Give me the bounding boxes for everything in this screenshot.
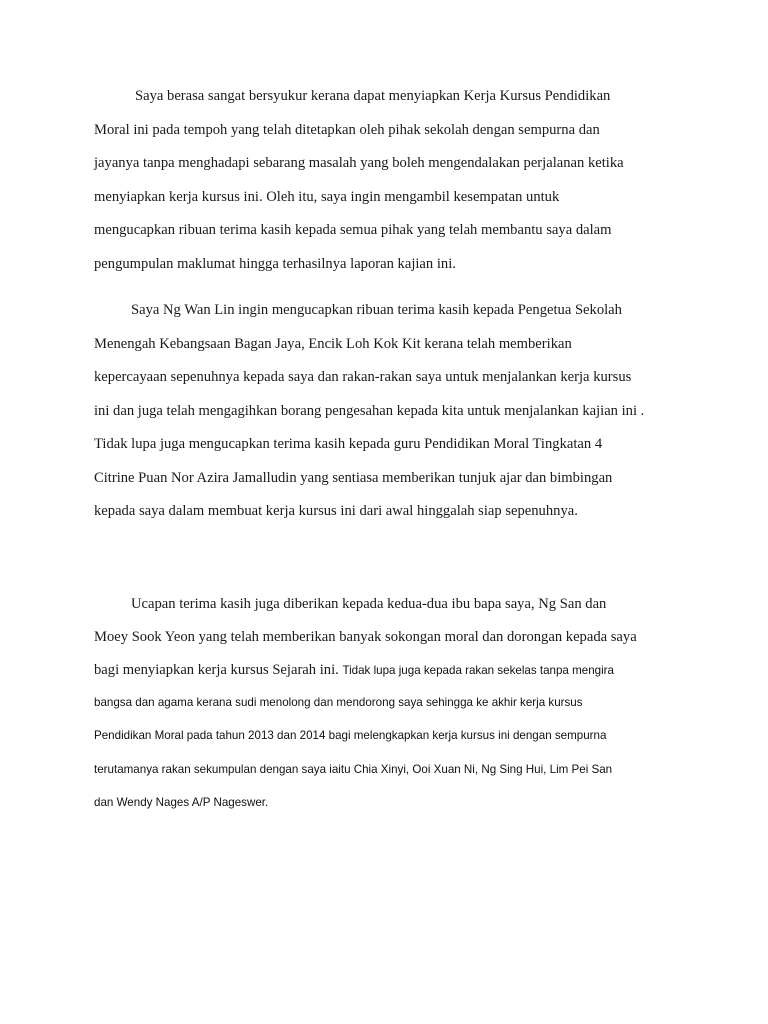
paragraph-1-line-1: Saya berasa sangat bersyukur kerana dapat menyiapkan Kerja Kursus Pendidikan	[135, 88, 611, 104]
paragraph-2-line-6: Citrine Puan Nor Azira Jamalludin yang sentiasa memberikan tunjuk ajar dan bimbingan	[94, 470, 613, 486]
paragraph-3-line-7: dan Wendy Nages A/P Nageswer.	[94, 796, 269, 809]
paragraph-3-line-3	[94, 661, 614, 680]
paragraph-1-line-5: mengucapkan ribuan terima kasih kepada semua pihak yang telah membantu saya dalam	[94, 222, 612, 238]
paragraph-2-line-5: Tidak lupa juga mengucapkan terima kasih kepada guru Pendidikan Moral Tingkatan 4	[94, 436, 603, 452]
paragraph-3-line-4: bangsa dan agama kerana sudi menolong dan mendorong saya sehingga ke akhir kerja kursus	[94, 696, 583, 709]
paragraph-3-line-3-sans: Tidak lupa juga kepada rakan sekelas tanpa mengira	[342, 664, 614, 677]
paragraph-2-line-3: kepercayaan sepenuhnya kepada saya dan rakan-rakan saya untuk menjalankan kerja kursus	[94, 369, 632, 385]
paragraph-1-line-2: Moral ini pada tempoh yang telah ditetapkan oleh pihak sekolah dengan sempurna dan	[94, 122, 600, 138]
paragraph-3-line-6: terutamanya rakan sekumpulan dengan saya iaitu Chia Xinyi, Ooi Xuan Ni, Ng Sing Hui, Lim Pei San	[94, 763, 613, 776]
paragraph-2-line-2: Menengah Kebangsaan Bagan Jaya, Encik Loh Kok Kit kerana telah memberikan	[94, 336, 572, 352]
paragraph-3-line-1: Ucapan terima kasih juga diberikan kepada kedua-dua ibu bapa saya, Ng San dan	[131, 596, 607, 612]
paragraph-3-line-2: Moey Sook Yeon yang telah memberikan banyak sokongan moral dan dorongan kepada saya	[94, 629, 637, 645]
paragraph-1-line-3: jayanya tanpa menghadapi sebarang masalah yang boleh mengendalakan perjalanan ketika	[94, 155, 624, 171]
paragraph-3-line-3-serif: bagi menyiapkan kerja kursus Sejarah ini.	[94, 662, 339, 678]
paragraph-1-line-6: pengumpulan maklumat hingga terhasilnya laporan kajian ini.	[94, 256, 456, 272]
paragraph-1-line-4: menyiapkan kerja kursus ini. Oleh itu, saya ingin mengambil kesempatan untuk	[94, 189, 560, 205]
paragraph-2-line-7: kepada saya dalam membuat kerja kursus ini dari awal hinggalah siap sepenuhnya.	[94, 503, 578, 519]
paragraph-2-line-1: Saya Ng Wan Lin ingin mengucapkan ribuan terima kasih kepada Pengetua Sekolah	[131, 302, 622, 318]
paragraph-3-line-5: Pendidikan Moral pada tahun 2013 dan 2014 bagi melengkapkan kerja kursus ini dengan sempurna	[94, 729, 607, 742]
paragraph-2-line-4: ini dan juga telah mengagihkan borang pengesahan kepada kita untuk menjalankan kajian ini .	[94, 403, 645, 419]
